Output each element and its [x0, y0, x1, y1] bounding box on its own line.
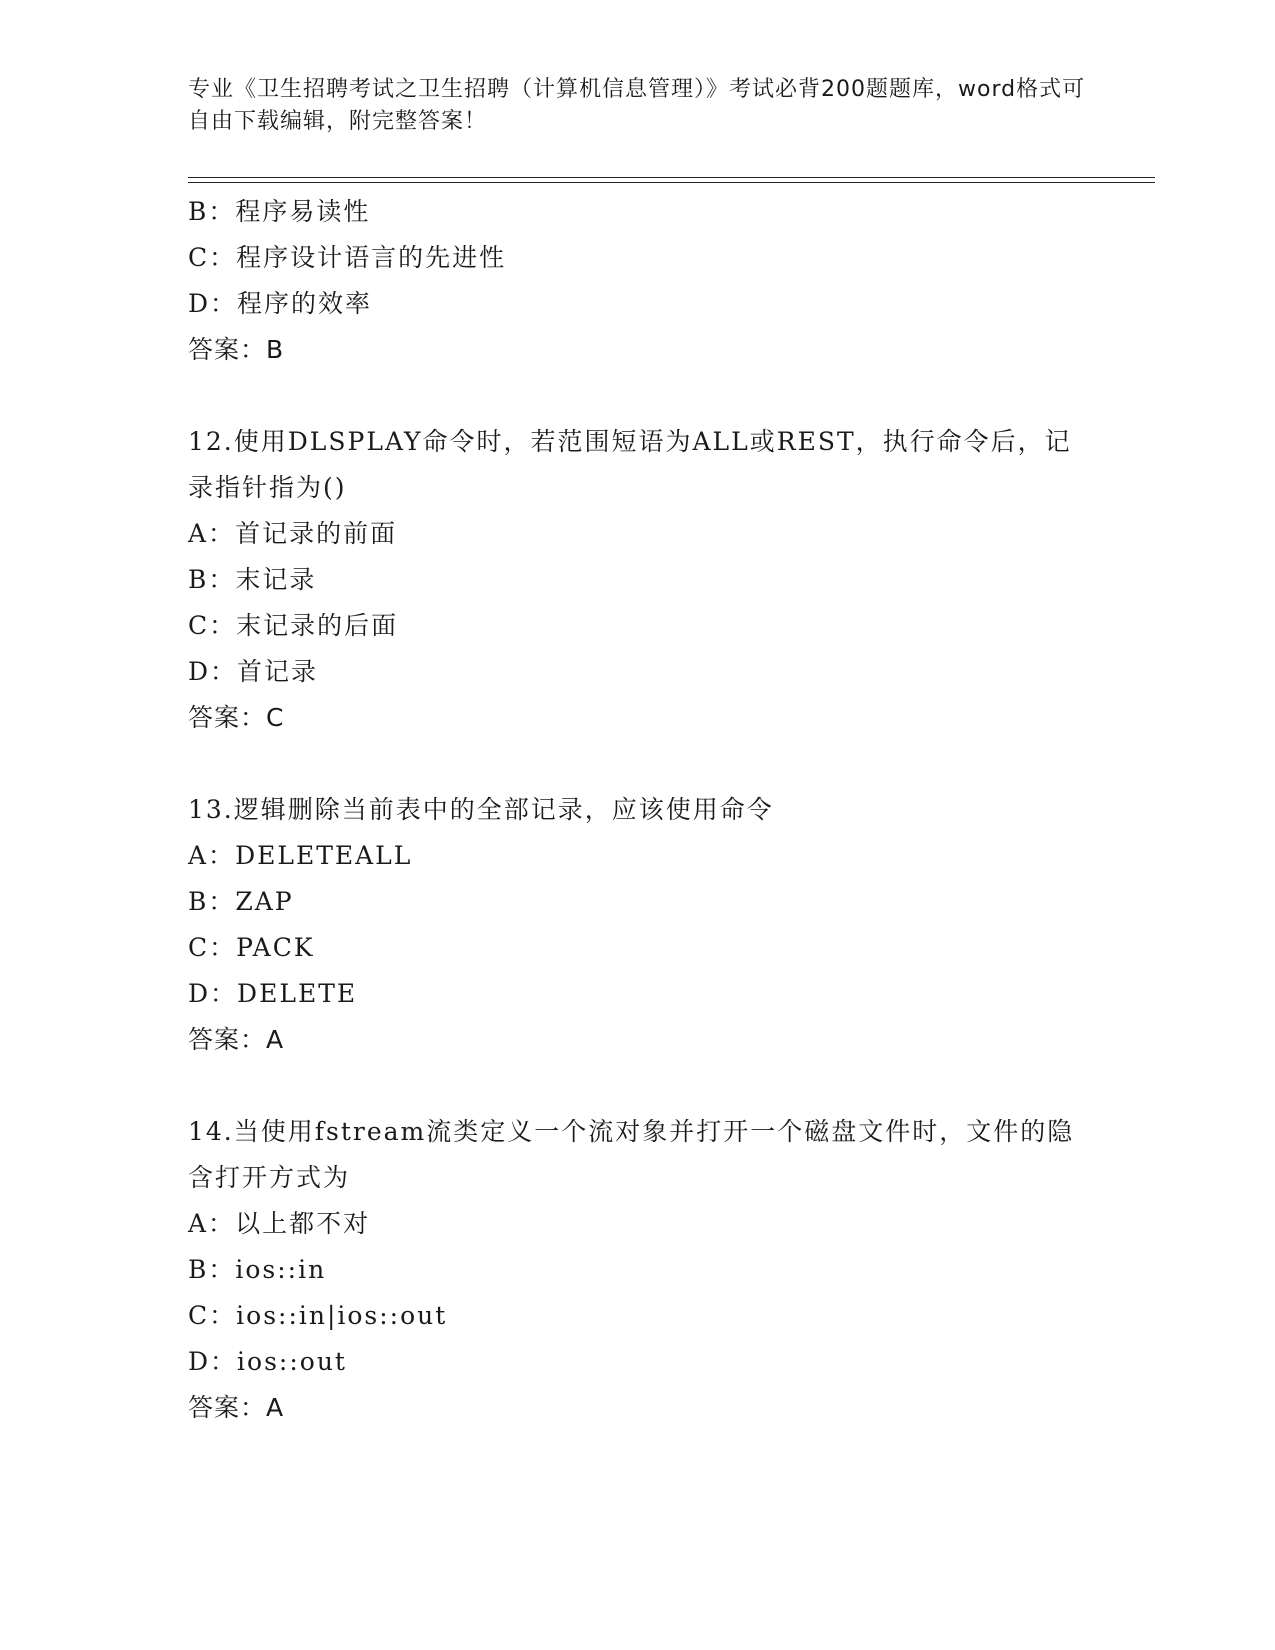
header-divider-bottom [188, 182, 1155, 183]
option-text: 末记录 [235, 565, 317, 594]
question-body: 逻辑删除当前表中的全部记录，应该使用命令 [233, 795, 774, 824]
question-block-13 [188, 787, 1088, 1063]
option-label: D： [188, 979, 238, 1008]
question-number: 12. [188, 427, 234, 456]
option-text: ios::out [237, 1347, 347, 1376]
option-b [188, 557, 1088, 603]
question-number: 14. [188, 1117, 234, 1146]
option-label: A： [188, 1209, 236, 1238]
option-a [188, 1201, 1088, 1247]
option-label: A： [188, 519, 236, 548]
option-label: D： [188, 657, 238, 686]
question-block-partial [188, 189, 1088, 373]
question-text [188, 1109, 1088, 1201]
question-body: 当使用fstream流类定义一个流对象并打开一个磁盘文件时，文件的隐含打开方式为 [188, 1117, 1075, 1192]
question-block-12 [188, 419, 1088, 741]
option-text: 首记录 [237, 657, 319, 686]
option-text: DELETE [237, 979, 358, 1008]
header-divider-top [188, 177, 1155, 178]
answer-line: 答案：C [188, 703, 285, 732]
option-label: D： [188, 289, 238, 318]
option-d [188, 1339, 1088, 1385]
option-b [188, 879, 1088, 925]
question-list [188, 189, 1088, 1431]
option-text: PACK [236, 933, 315, 962]
option-text: 末记录的后面 [236, 611, 399, 640]
option-label: B： [188, 887, 236, 916]
option-text: 程序的效率 [237, 289, 373, 318]
spacer [188, 1063, 1088, 1109]
option-label: C： [188, 611, 237, 640]
option-b [188, 189, 1088, 235]
option-label: B： [188, 1255, 236, 1284]
option-text: 以上都不对 [235, 1209, 371, 1238]
option-label: C： [188, 243, 237, 272]
question-block-14 [188, 1109, 1088, 1431]
option-label: A： [188, 841, 236, 870]
option-text: 程序设计语言的先进性 [236, 243, 507, 272]
spacer [188, 373, 1088, 419]
option-d [188, 281, 1088, 327]
option-text: ios::in|ios::out [236, 1301, 448, 1330]
option-c [188, 1293, 1088, 1339]
option-c [188, 603, 1088, 649]
answer-line: 答案：B [188, 335, 285, 364]
option-a [188, 833, 1088, 879]
question-number: 13. [188, 795, 234, 824]
option-label: C： [188, 1301, 237, 1330]
option-label: B： [188, 197, 236, 226]
option-label: B： [188, 565, 236, 594]
option-text: DELETEALL [235, 841, 413, 870]
option-d [188, 649, 1088, 695]
option-text: 程序易读性 [235, 197, 371, 226]
question-text [188, 419, 1088, 511]
question-text [188, 787, 1088, 833]
answer-line: 答案：A [188, 1025, 285, 1054]
option-d [188, 971, 1088, 1017]
option-text: 首记录的前面 [235, 519, 398, 548]
option-c [188, 235, 1088, 281]
option-text: ios::in [235, 1255, 327, 1284]
answer-line: 答案：A [188, 1393, 285, 1422]
question-body: 使用DLSPLAY命令时，若范围短语为ALL或REST，执行命令后，记录指针指为() [188, 427, 1072, 502]
document-header: 专业《卫生招聘考试之卫生招聘（计算机信息管理）》考试必背200题题库，word格式可自由下载编辑，附完整答案！ [188, 77, 1086, 134]
option-b [188, 1247, 1088, 1293]
option-text: ZAP [235, 887, 294, 916]
option-a [188, 511, 1088, 557]
option-c [188, 925, 1088, 971]
option-label: C： [188, 933, 237, 962]
option-label: D： [188, 1347, 238, 1376]
spacer [188, 741, 1088, 787]
